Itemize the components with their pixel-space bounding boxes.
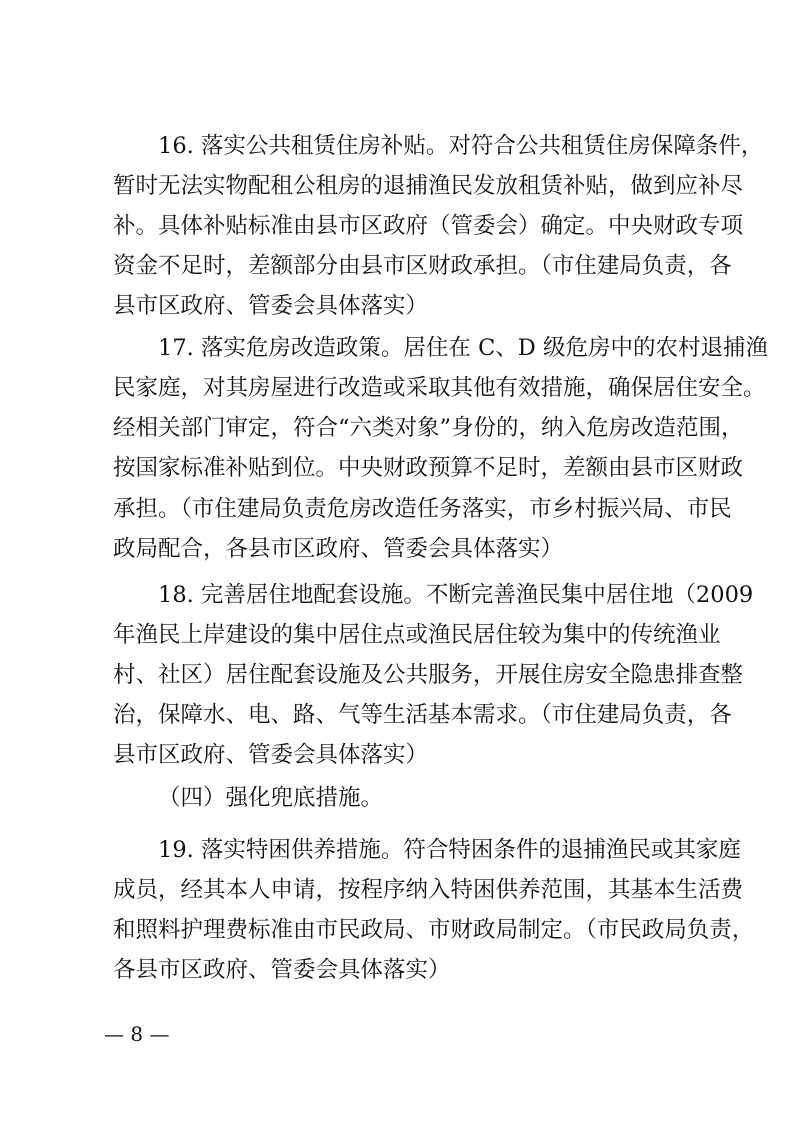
text-line: 村、社区）居住配套设施及公共服务，开展住房安全隐患排查整 <box>113 662 744 688</box>
text-line: 成员，经其本人申请，按程序纳入特困供养范围，其基本生活费 <box>113 877 744 903</box>
text-line: 各县市区政府、管委会具体落实） <box>113 957 451 983</box>
text-line: 按国家标准补贴到位。中央财政预算不足时，差额由县市区财政 <box>113 455 744 481</box>
text-line: 县市区政府、管委会具体落实） <box>113 293 429 319</box>
text-line: 县市区政府、管委会具体落实） <box>113 742 429 768</box>
text-line: 17. 落实危房改造政策。居住在 C、D 级危房中的农村退捕渔 <box>158 335 768 361</box>
text-line: 政局配合，各县市区政府、管委会具体落实） <box>113 536 564 562</box>
text-line: 年渔民上岸建设的集中居住点或渔民居住较为集中的传统渔业 <box>113 622 721 648</box>
text-line: 暂时无法实物配租公租房的退捕渔民发放租赁补贴，做到应补尽 <box>113 173 744 199</box>
text-line: 补。具体补贴标准由县市区政府（管委会）确定。中央财政专项 <box>113 213 744 239</box>
text-line: 治，保障水、电、路、气等生活基本需求。（市住建局负责，各 <box>113 702 732 728</box>
page-number: — 8 — <box>104 1022 170 1046</box>
text-line: 资金不足时，差额部分由县市区财政承担。（市住建局负责，各 <box>113 253 732 279</box>
section-heading-text: （四）强化兜底措施。 <box>158 785 384 811</box>
text-line: 19. 落实特困供养措施。符合特困条件的退捕渔民或其家庭 <box>158 837 741 863</box>
text-line: 和照料护理费标准由市民政局、市财政局制定。（市民政局负责， <box>113 917 755 943</box>
text-line: 16. 落实公共租赁住房补贴。对符合公共租赁住房保障条件， <box>158 133 764 159</box>
text-line: 经相关部门审定，符合“六类对象”身份的，纳入危房改造范围， <box>113 415 744 441</box>
text-line: 承担。（市住建局负责危房改造任务落实，市乡村振兴局、市民 <box>113 496 732 522</box>
text-line: 18. 完善居住地配套设施。不断完善渔民集中居住地（2009 <box>158 582 754 608</box>
text-line: 民家庭，对其房屋进行改造或采取其他有效措施，确保居住安全。 <box>113 375 766 401</box>
